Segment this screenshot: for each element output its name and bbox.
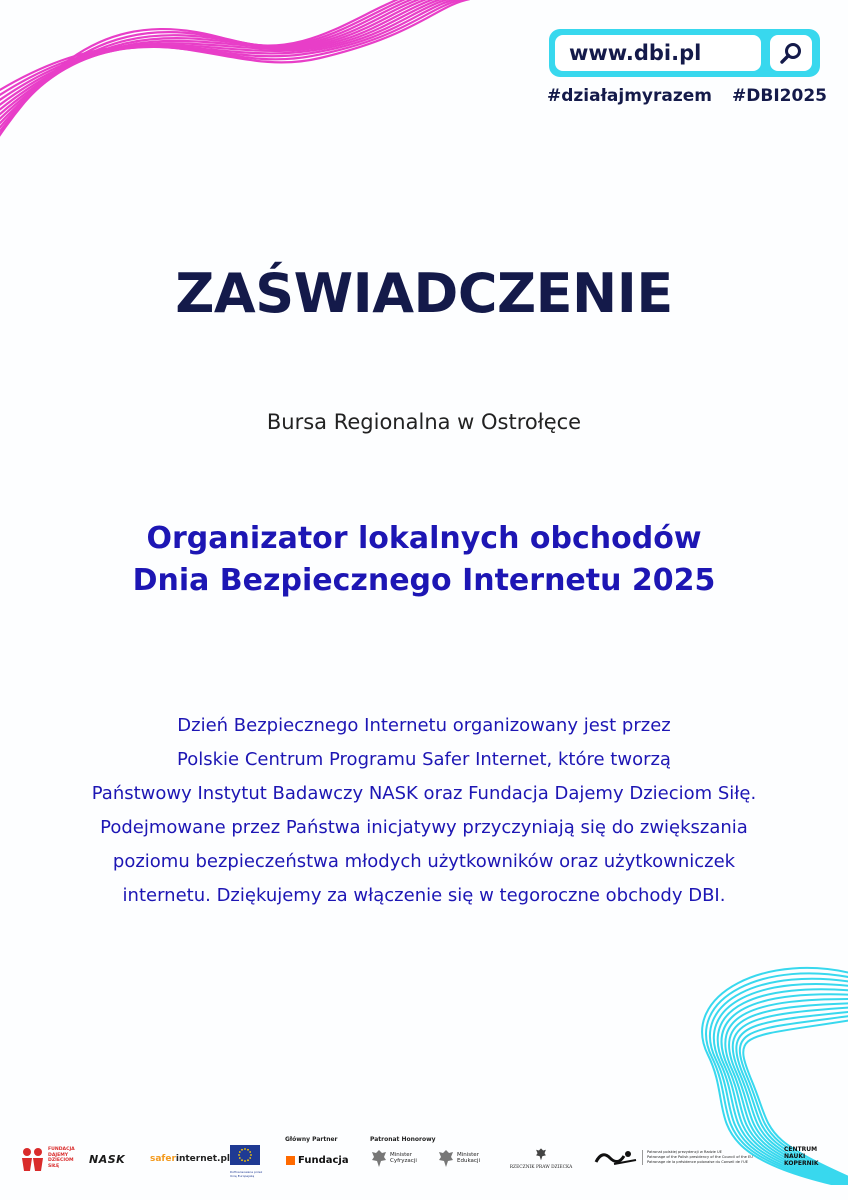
eu-caption: Dofinansowane przez Unię Europejską xyxy=(230,1170,263,1178)
saferinternet-logo xyxy=(150,1154,230,1164)
hashtag-dzialajmyrazem: #działajmyrazem xyxy=(547,86,713,106)
certificate-description xyxy=(0,709,848,913)
main-partner-label: Główny Partner xyxy=(285,1136,338,1143)
presidency-text: Patronage de la présidence polonaise du Conseil de l'UE xyxy=(647,1159,748,1164)
polish-presidency-logo xyxy=(594,1148,753,1166)
eagle-emblem-icon xyxy=(438,1148,454,1168)
safer-text: safer xyxy=(150,1154,176,1164)
cnk-text: CENTRUM xyxy=(784,1146,818,1153)
cnk-text: KOPERNIK xyxy=(784,1160,819,1167)
description-line: internetu. Dziękujemy za włączenie się w tegoroczne obchody DBI. xyxy=(122,885,726,906)
fundacja-logo xyxy=(286,1155,349,1166)
minister-edukacji-logo xyxy=(438,1148,480,1168)
description-line: poziomu bezpieczeństwa młodych użytkowników oraz użytkowniczek xyxy=(112,851,736,872)
website-search-box xyxy=(549,29,820,77)
description-line: Dzień Bezpiecznego Internetu organizowany jest przez xyxy=(177,715,671,736)
fdds-text: SIŁĘ xyxy=(48,1163,60,1169)
minister-text: Cyfryzacji xyxy=(390,1158,417,1164)
presidency-text: Patronage of the Polish presidency of the Council of the EU xyxy=(647,1154,753,1159)
eagle-emblem-icon xyxy=(371,1148,387,1168)
presidency-text: Patronat polskiej prezydencji w Radzie UE xyxy=(647,1149,722,1154)
minister-text: Edukacji xyxy=(457,1158,480,1164)
role-line: Dnia Bezpiecznego Internetu 2025 xyxy=(132,563,716,598)
certificate-role xyxy=(0,518,848,602)
fdds-text: DZIECIOM xyxy=(48,1158,74,1163)
certificate-title: ZAŚWIADCZENIE xyxy=(175,262,673,325)
role-line: Organizator lokalnych obchodów xyxy=(146,521,702,556)
fdds-text: FUNDACJA xyxy=(48,1147,75,1152)
eu-flag-icon xyxy=(230,1145,260,1165)
minister-text: Minister xyxy=(457,1151,479,1158)
fdds-logo xyxy=(20,1147,76,1173)
website-address: www.dbi.pl xyxy=(555,35,761,71)
presidency-emblem-icon xyxy=(594,1148,638,1166)
rzecznik-text: RZECZNIK PRAW DZIECKA xyxy=(509,1165,573,1170)
minister-cyfryzacji-logo xyxy=(371,1148,417,1168)
honorary-patronage-label: Patronat Honorowy xyxy=(370,1136,436,1143)
fdds-text: DAJEMY xyxy=(48,1152,69,1158)
partner-logos xyxy=(0,1130,848,1180)
search-button xyxy=(770,35,812,71)
description-line: Podejmowane przez Państwa inicjatywy przyczyniają się do zwiększania xyxy=(100,817,748,838)
children-icon xyxy=(20,1147,46,1171)
hashtag-dbi2025: #DBI2025 xyxy=(732,86,827,106)
description-line: Państwowy Instytut Badawczy NASK oraz Fundacja Dajemy Dzieciom Siłę. xyxy=(91,783,757,804)
fundacja-text: Fundacja xyxy=(298,1155,349,1166)
hashtags xyxy=(547,86,827,106)
cnk-text: NAUKI xyxy=(784,1153,806,1160)
search-icon xyxy=(779,41,803,65)
description-line: Polskie Centrum Programu Safer Internet, które tworzą xyxy=(177,749,671,770)
rzecznik-logo xyxy=(506,1146,576,1170)
nask-logo: NASK xyxy=(89,1153,126,1166)
minister-text: Minister xyxy=(390,1151,412,1158)
eagle-emblem-icon xyxy=(535,1147,547,1161)
magenta-wave-decoration xyxy=(0,0,470,180)
centrum-nauki-kopernik-logo xyxy=(784,1146,819,1167)
orange-square-icon xyxy=(286,1156,295,1165)
recipient-name: Bursa Regionalna w Ostrołęce xyxy=(266,410,582,434)
eu-logo xyxy=(230,1145,263,1179)
internet-text: internet.pl xyxy=(175,1154,230,1164)
